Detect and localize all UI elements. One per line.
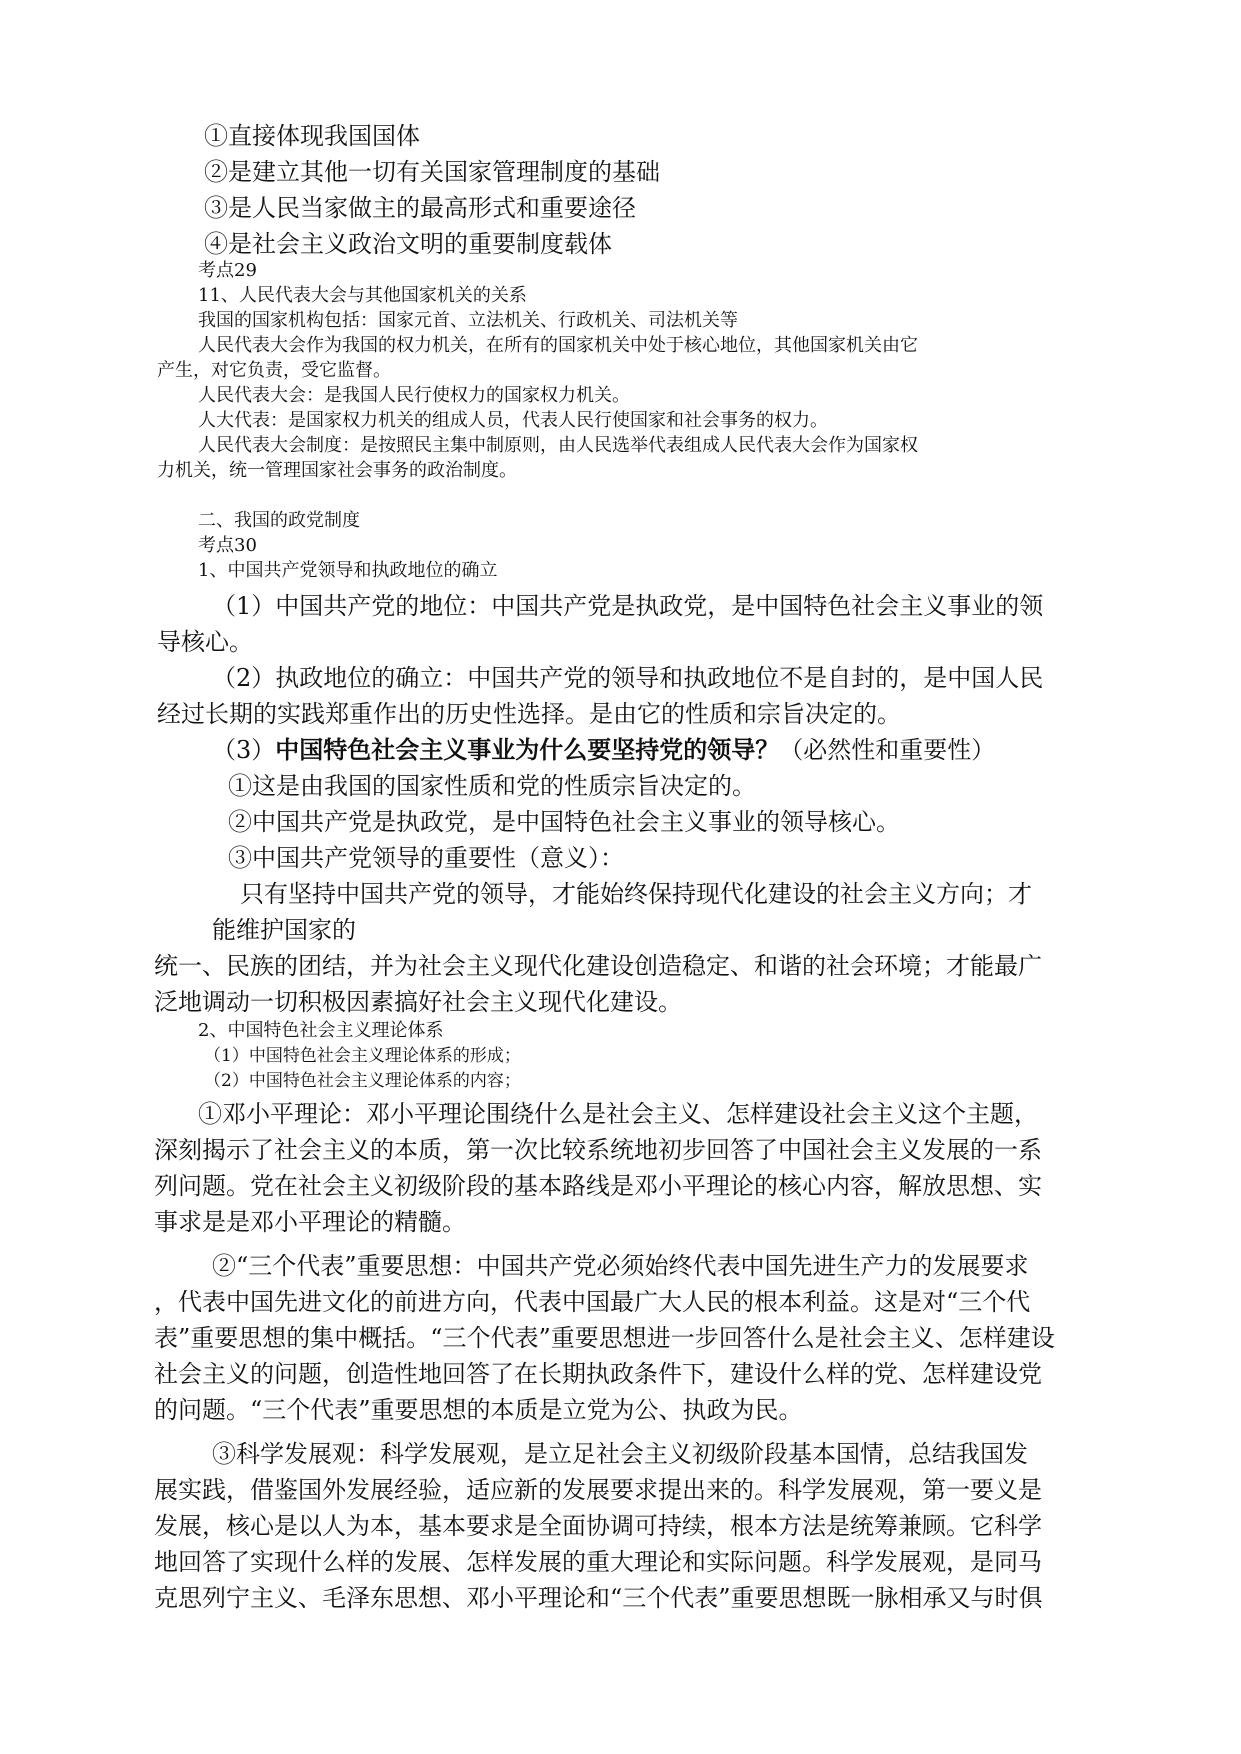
paragraph-line: 产生，对它负责，受它监督。 bbox=[157, 360, 391, 381]
section-heading: 1、中国共产党领导和执政地位的确立 bbox=[198, 560, 498, 581]
section-heading: 2、中国特色社会主义理论体系 bbox=[198, 1020, 444, 1041]
list-item: （2）中国特色社会主义理论体系的内容； bbox=[204, 1071, 521, 1091]
paragraph-line: 人民代表大会作为我国的权力机关，在所有的国家机关中处于核心地位，其他国家机关由它 bbox=[198, 335, 918, 356]
paragraph-line: 统一、民族的团结，并为社会主义现代化建设创造稳定、和谐的社会环境；才能最广 bbox=[154, 952, 1042, 980]
paragraph-line: 泛地调动一切积极因素搞好社会主义现代化建设。 bbox=[154, 988, 682, 1016]
list-item: ②中国共产党是执政党，是中国特色社会主义事业的领导核心。 bbox=[228, 808, 900, 836]
list-item: （1）中国特色社会主义理论体系的形成； bbox=[204, 1046, 521, 1066]
paragraph-line: 力机关，统一管理国家社会事务的政治制度。 bbox=[157, 460, 517, 481]
paragraph-line: 我国的国家机构包括：国家元首、立法机关、行政机关、司法机关等 bbox=[198, 310, 738, 331]
paragraph-line: 深刻揭示了社会主义的本质，第一次比较系统地初步回答了中国社会主义发展的一系 bbox=[154, 1136, 1042, 1164]
list-item: ③中国共产党领导的重要性（意义）： bbox=[228, 844, 624, 872]
paragraph-line: ②“三个代表”重要思想：中国共产党必须始终代表中国先进生产力的发展要求 bbox=[212, 1252, 1029, 1280]
paragraph-line: （1）中国共产党的地位：中国共产党是执政党，是中国特色社会主义事业的领 bbox=[212, 592, 1044, 620]
paragraph-line: 展实践，借鉴国外发展经验，适应新的发展要求提出来的。科学发展观，第一要义是 bbox=[154, 1476, 1042, 1504]
paragraph-line: （2）执政地位的确立：中国共产党的领导和执政地位不是自封的，是中国人民 bbox=[212, 664, 1044, 692]
list-item: ③是人民当家做主的最高形式和重要途径 bbox=[204, 194, 636, 222]
paragraph-line: 的问题。“三个代表”重要思想的本质是立党为公、执政为民。 bbox=[154, 1396, 803, 1424]
paragraph-line: 人大代表：是国家权力机关的组成人员，代表人民行使国家和社会事务的权力。 bbox=[198, 410, 828, 431]
paragraph-line: 经过长期的实践郑重作出的历史性选择。是由它的性质和宗旨决定的。 bbox=[157, 700, 901, 728]
paragraph-line: 只有坚持中国共产党的领导，才能始终保持现代化建设的社会主义方向；才 bbox=[240, 880, 1032, 908]
section-label: 考点29 bbox=[198, 260, 257, 281]
section-heading: 11、人民代表大会与其他国家机关的关系 bbox=[198, 285, 527, 306]
paragraph-line: 人民代表大会：是我国人民行使权力的国家权力机关。 bbox=[198, 385, 630, 406]
list-item: ①这是由我国的国家性质和党的性质宗旨决定的。 bbox=[228, 772, 756, 800]
paragraph-line: ①邓小平理论：邓小平理论围绕什么是社会主义、怎样建设社会主义这个主题， bbox=[198, 1100, 1038, 1128]
paragraph-line: 社会主义的问题，创造性地回答了在长期执政条件下，建设什么样的党、怎样建设党 bbox=[154, 1360, 1042, 1388]
list-item: ④是社会主义政治文明的重要制度载体 bbox=[204, 230, 612, 258]
paragraph-line: ③科学发展观：科学发展观，是立足社会主义初级阶段基本国情，总结我国发 bbox=[212, 1440, 1028, 1468]
paragraph-line: 导核心。 bbox=[157, 628, 253, 656]
paragraph-line: 人民代表大会制度：是按照民主集中制原则，由人民选举代表组成人民代表大会作为国家权 bbox=[198, 435, 918, 456]
paragraph-line: 表”重要思想的集中概括。“三个代表”重要思想进一步回答什么是社会主义、怎样建设 bbox=[154, 1324, 1055, 1352]
paragraph-line: 克思列宁主义、毛泽东思想、邓小平理论和“三个代表”重要思想既一脉相承又与时俱 bbox=[154, 1584, 1043, 1612]
section-heading: 二、我国的政党制度 bbox=[198, 510, 360, 531]
paragraph-line: 能维护国家的 bbox=[212, 916, 356, 944]
question-number: （3） bbox=[212, 736, 276, 764]
paragraph-line: 发展，核心是以人为本，基本要求是全面协调可持续，根本方法是统筹兼顾。它科学 bbox=[154, 1512, 1042, 1540]
question-title: 中国特色社会主义事业为什么要坚持党的领导？ bbox=[275, 735, 780, 764]
list-item: ②是建立其他一切有关国家管理制度的基础 bbox=[204, 158, 660, 186]
paragraph-line: ，代表中国先进文化的前进方向，代表中国最广大人民的根本利益。这是对“三个代 bbox=[154, 1288, 1031, 1316]
question-note: （必然性和重要性） bbox=[779, 736, 996, 764]
paragraph-line: 事求是是邓小平理论的精髓。 bbox=[154, 1208, 466, 1236]
paragraph-line: 列问题。党在社会主义初级阶段的基本路线是邓小平理论的核心内容，解放思想、实 bbox=[154, 1172, 1042, 1200]
paragraph-line: 地回答了实现什么样的发展、怎样发展的重大理论和实际问题。科学发展观，是同马 bbox=[154, 1548, 1042, 1576]
list-item: ①直接体现我国国体 bbox=[204, 122, 420, 150]
section-label: 考点30 bbox=[198, 535, 257, 556]
question-line bbox=[212, 730, 995, 765]
